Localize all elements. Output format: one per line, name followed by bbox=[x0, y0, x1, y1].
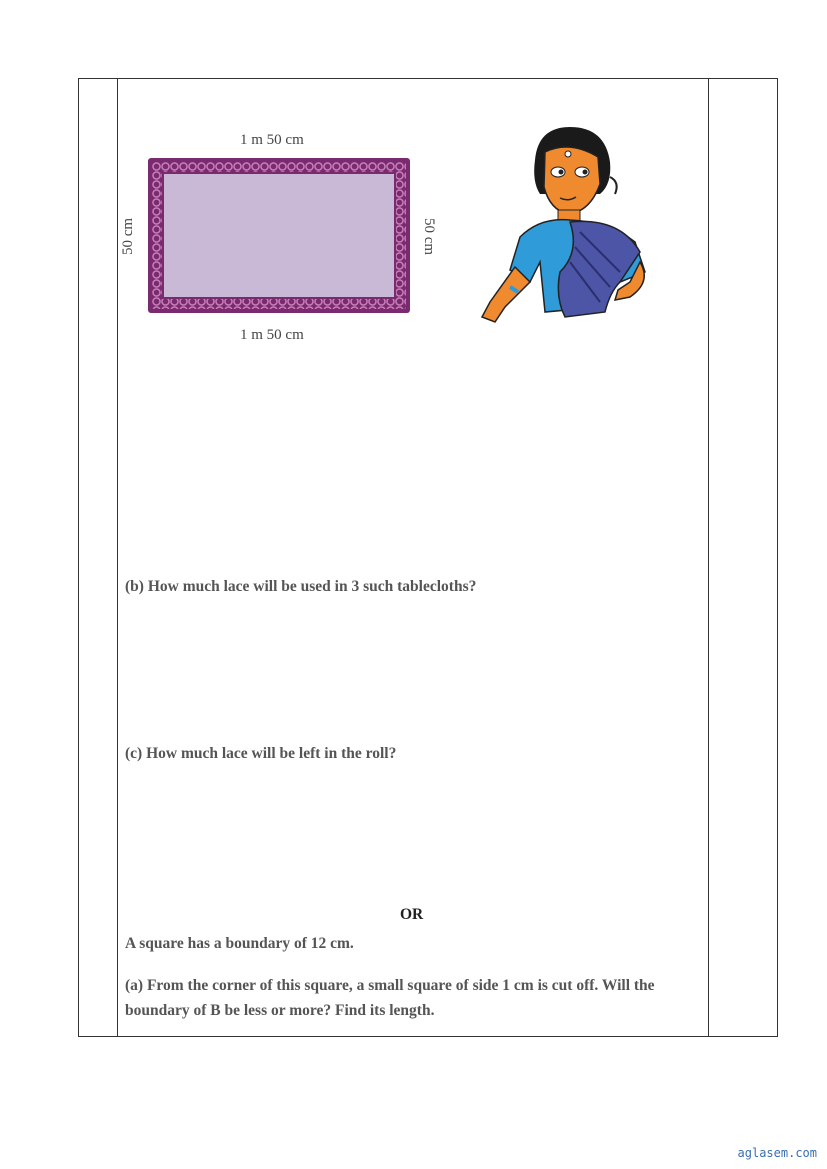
alternate-question-a-line1: (a) From the corner of this square, a small square of side 1 cm is cut off. Will the bbox=[125, 977, 655, 994]
alternate-question-a-line2: boundary of B be less or more? Find its length. bbox=[125, 1002, 435, 1019]
tablecloth-surface bbox=[162, 172, 396, 299]
bottom-dimension-label: 1 m 50 cm bbox=[240, 327, 304, 343]
alternate-question-intro: A square has a boundary of 12 cm. bbox=[125, 935, 354, 952]
footer-site-link[interactable]: aglasem.com bbox=[737, 1146, 817, 1160]
right-dimension-label: 50 cm bbox=[421, 217, 438, 256]
question-c: (c) How much lace will be left in the roll? bbox=[125, 745, 397, 762]
tablecloth-with-lace-border bbox=[148, 158, 410, 313]
girl-illustration bbox=[470, 122, 670, 332]
or-separator: OR bbox=[400, 906, 424, 923]
tablecloth-figure bbox=[118, 125, 478, 355]
question-b: (b) How much lace will be used in 3 such tablecloths? bbox=[125, 578, 477, 595]
top-dimension-label: 1 m 50 cm bbox=[240, 132, 304, 148]
left-dimension-label: 50 cm bbox=[120, 217, 137, 256]
table-column-divider bbox=[708, 79, 709, 1036]
